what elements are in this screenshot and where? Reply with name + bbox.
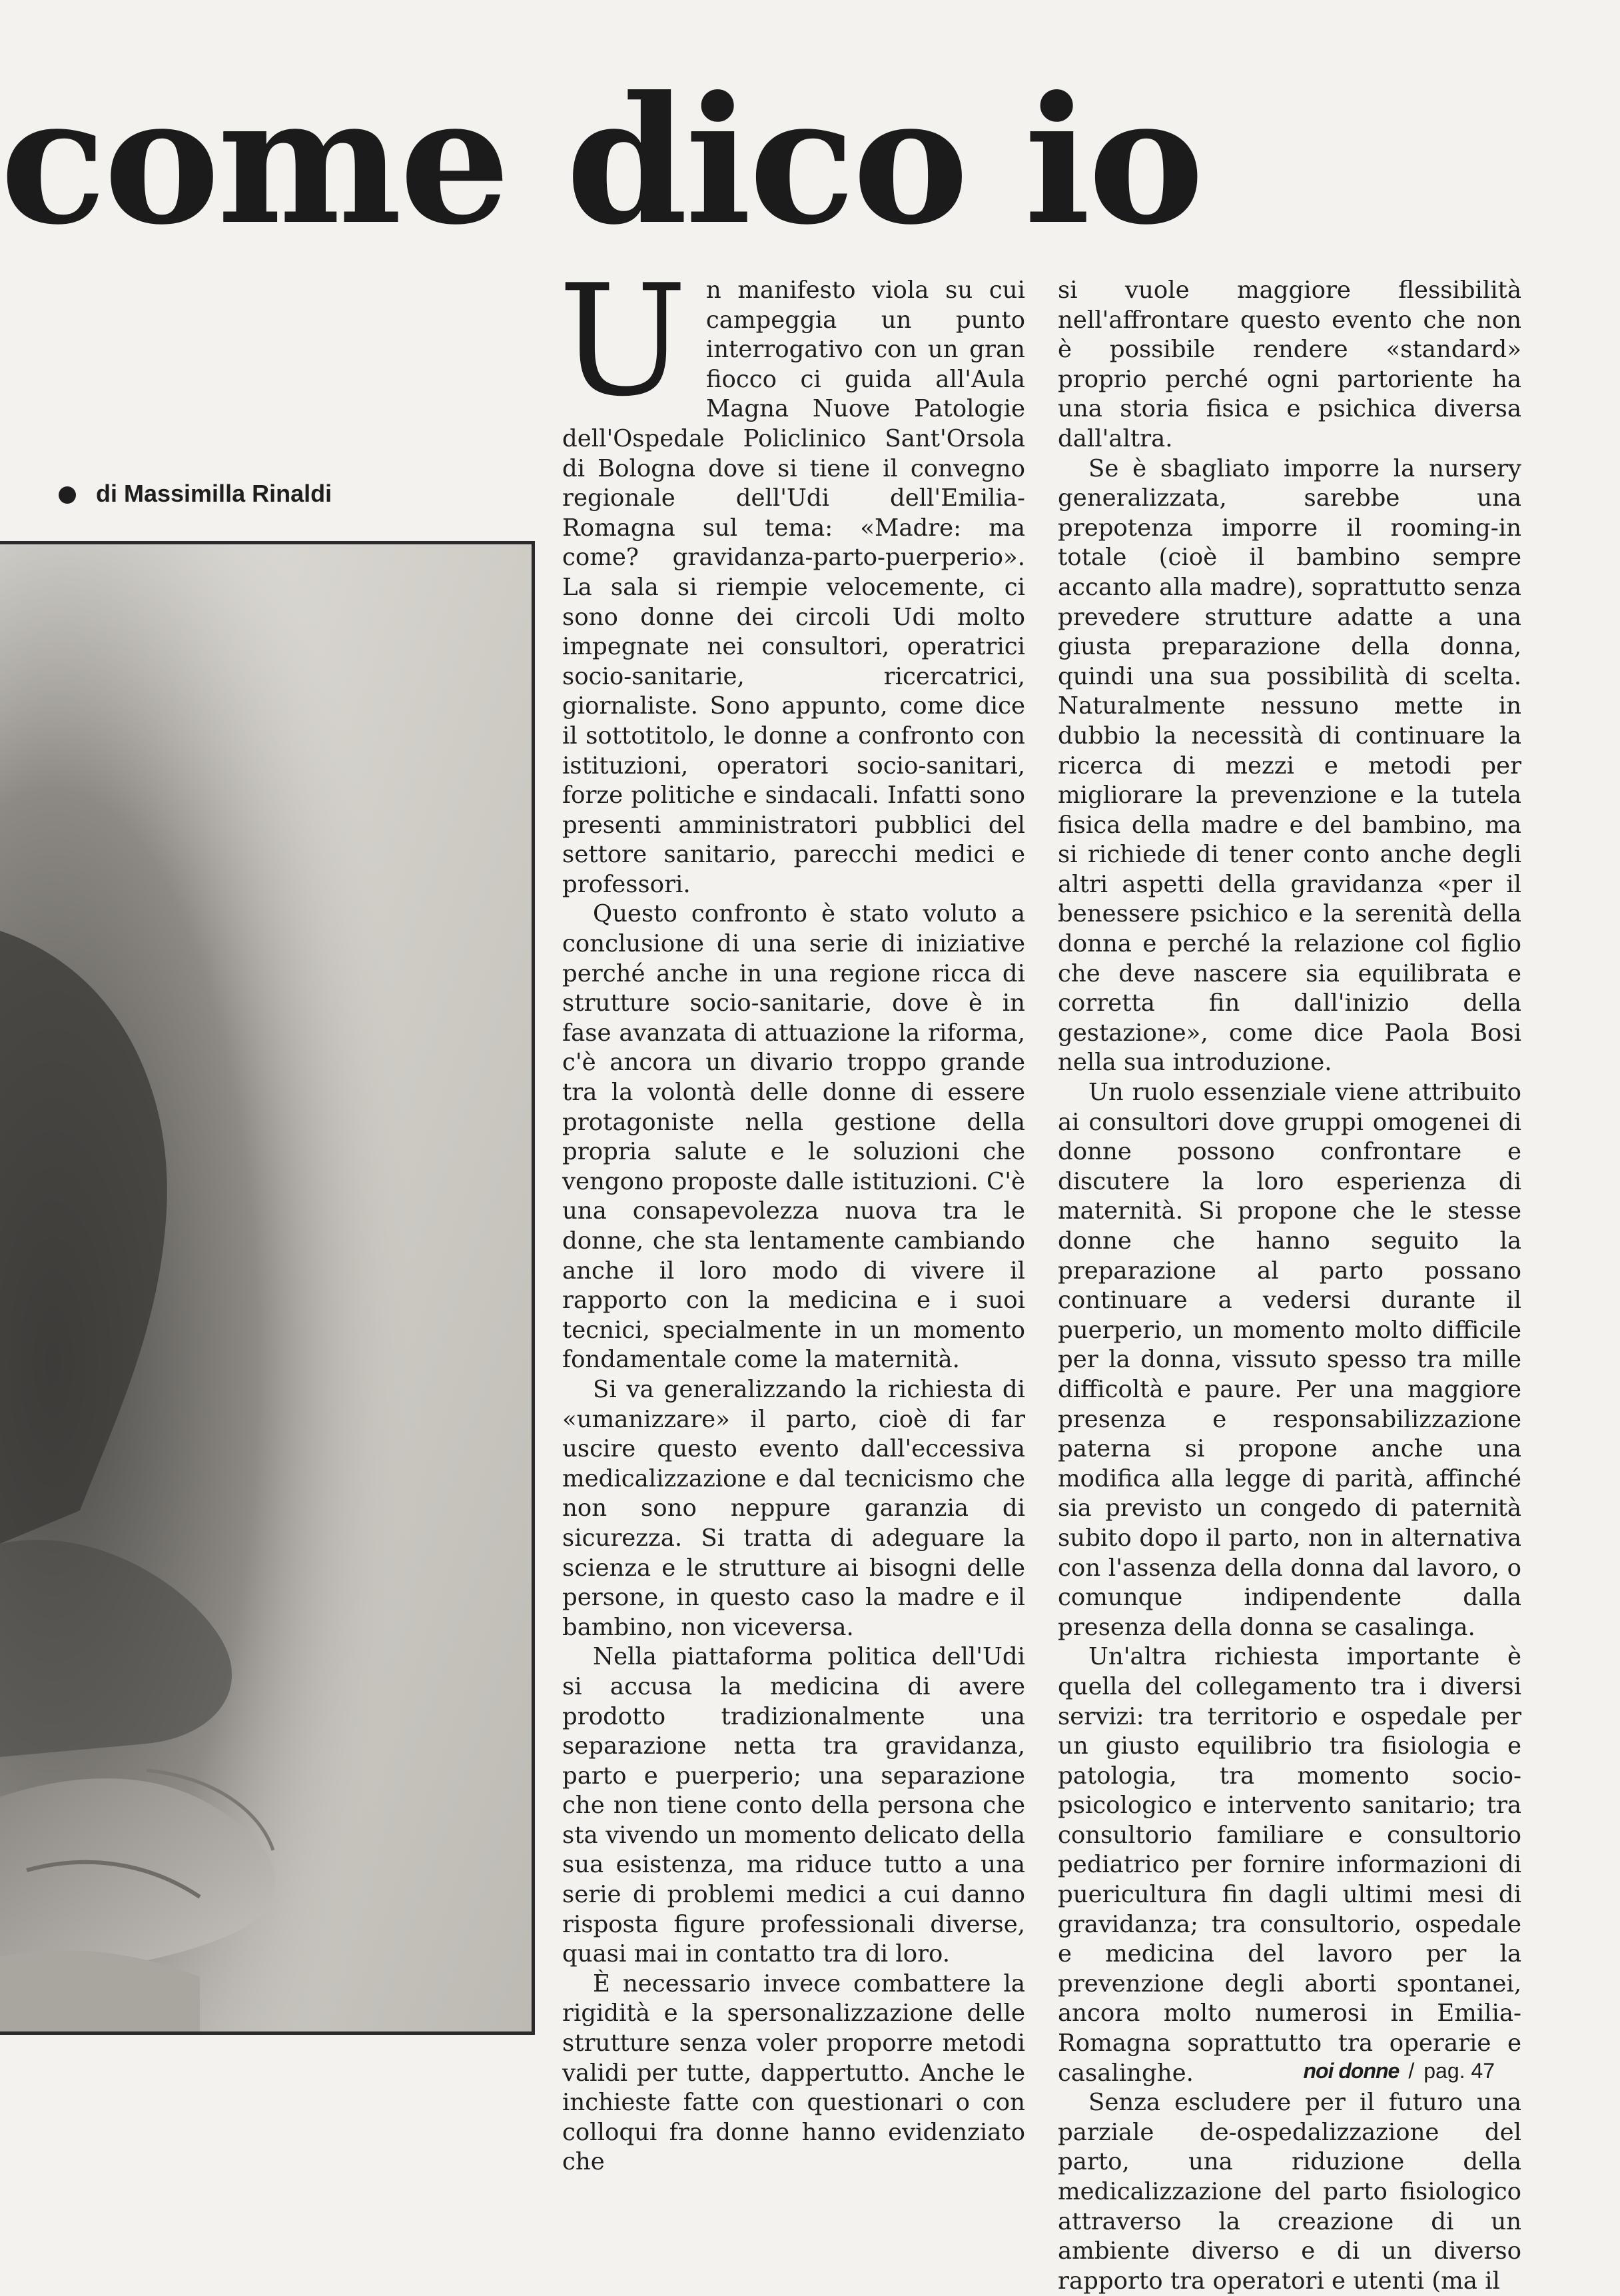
magazine-name: noi donne xyxy=(1303,2059,1400,2083)
paragraph: si vuole maggiore flessibilità nell'affrontare questo evento che non è possibile rendere «standard» proprio perché ogni partoriente ha una storia fisica e psichica diversa dall'altra. xyxy=(1058,277,1521,452)
page-footer xyxy=(1303,2059,1495,2083)
article-column-1 xyxy=(558,253,1025,2176)
paragraph: È necessario invece combattere la rigidità e la spersonalizzazione delle strutture senza voler proporre metodi validi per tutte, dappertutto. Anche le inchieste fatte con questionari o con colloqui fra donne hanno evidenziato che xyxy=(562,1970,1025,2176)
paragraph: Un'altra richiesta importante è quella del collegamento tra i diversi servizi: tra territorio e ospedale per un giusto equilibrio tra fisiologia e patologia, tra momento socio-psicologico e intervento sanitario; tra consultorio familiare e consultorio pediatrico per fornire informazioni di puericultura fin dagli ultimi mesi di gravidanza; tra consultorio, ospedale e medicina del lavoro per la prevenzione degli aborti spontanei, ancora molto numerosi in Emilia-Romagna soprattutto tra operarie e casalinghe. xyxy=(1058,1643,1521,2087)
paragraph: Se è sbagliato imporre la nursery generalizzata, sarebbe una prepotenza imporre il rooming-in totale (cioè il bambino sempre accanto alla madre), soprattutto senza prevedere strutture adatte a una giusta preparazione della donna, quindi una sua possibilità di scelta. Naturalmente nessuno mette in dubbio la necessità di continuare la ricerca di mezzi e metodi per migliorare la prevenzione e la tutela fisica della madre e del bambino, ma si richiede di tener conto anche degli altri aspetti della gravidanza «per il benessere psichico e la serenità della donna e perché la relazione col figlio che deve nascere sia equilibrata e corretta fin dall'inizio della gestazione», come dice Paola Bosi nella sua introduzione. xyxy=(1058,454,1521,1077)
paragraph: Questo confronto è stato voluto a conclusione di una serie di iniziative perché anche in una regione ricca di strutture socio-sanitarie, dove è in fase avanzata di attuazione la riforma, c'è ancora un divario troppo grande tra la volontà delle donne di essere protagoniste nella gestione della propria salute e le soluzioni che vengono proposte dalle istituzioni. C'è una consapevolezza nuova tra le donne, che sta lentamente cambiando anche il loro modo di vivere il rapporto con la medicina e i suoi tecnici, specialmente in un momento fondamentale come la maternità. xyxy=(562,900,1025,1374)
byline xyxy=(59,480,332,508)
drop-cap: U xyxy=(558,253,687,430)
photo xyxy=(0,541,535,2035)
paragraph xyxy=(558,253,1025,899)
page-number: pag. 47 xyxy=(1423,2059,1495,2083)
paragraph: Si va generalizzando la richiesta di «umanizzare» il parto, cioè di far uscire questo evento dall'eccessiva medicalizzazione e dal tecnicismo che non sono neppure garanzia di sicurezza. Si tratta di adeguare la scienza e le strutture ai bisogni delle persone, in questo caso la madre e il bambino, non viceversa. xyxy=(562,1375,1025,1641)
paragraph: Senza escludere per il futuro una parziale de-ospedalizzazione del parto, una riduzione della medicalizzazione del parto fisiologico attraverso la creazione di un ambiente diverso e di un diverso rapporto tra operatori e utenti (ma il xyxy=(1058,2089,1521,2295)
headline: come dico io xyxy=(0,58,1202,263)
paragraph-text: n manifesto viola su cui campeggia un punto interrogativo con un gran fiocco ci guida all'Aula Magna Nuove Patologie dell'Ospedale Policlinico Sant'Orsola di Bologna dove si tiene il convegno regionale dell'Udi dell'Emilia-Romagna sul tema: «Madre: ma come? gravidanza-parto-puerperio». La sala si riempie velocemente, ci sono donne dei circoli Udi molto impegnate nei consultori, operatrici socio-sanitarie, ricercatrici, giornaliste. Sono appunto, come dice il sottotitolo, le donne a confronto con istituzioni, operatori socio-sanitari, forze politiche e sindacali. Infatti sono presenti amministratori pubblici del settore sanitario, parecchi medici e professori. xyxy=(562,277,1025,898)
byline-text: di Massimilla Rinaldi xyxy=(96,480,332,507)
bullet-icon xyxy=(59,486,76,504)
footer-separator: / xyxy=(1408,2059,1415,2083)
paragraph: Nella piattaforma politica dell'Udi si accusa la medicina di avere prodotto tradizionalmente una separazione netta tra gravidanza, parto e puerperio; una separazione che non tiene conto della persona che sta vivendo un momento delicato della sua esistenza, ma riduce tutto a una serie di problemi medici a cui danno risposta figure professionali diverse, quasi mai in contatto tra di loro. xyxy=(562,1643,1025,1968)
paragraph: Un ruolo essenziale viene attribuito ai consultori dove gruppi omogenei di donne possono confrontare e discutere la loro esperienza di maternità. Si propone che le stesse donne che hanno seguito la preparazione al parto possano continuare a vedersi durante il puerperio, un momento molto difficile per la donna, vissuto spesso tra mille difficoltà e paure. Per una maggiore presenza e responsabilizzazione paterna si propone anche una modifica alla legge di parità, affinché sia previsto un congedo di paternità subito dopo il parto, non in alternativa con l'assenza della donna dal lavoro, o comunque indipendente dalla presenza della donna se casalinga. xyxy=(1058,1079,1521,1641)
photo-image xyxy=(0,544,532,2031)
